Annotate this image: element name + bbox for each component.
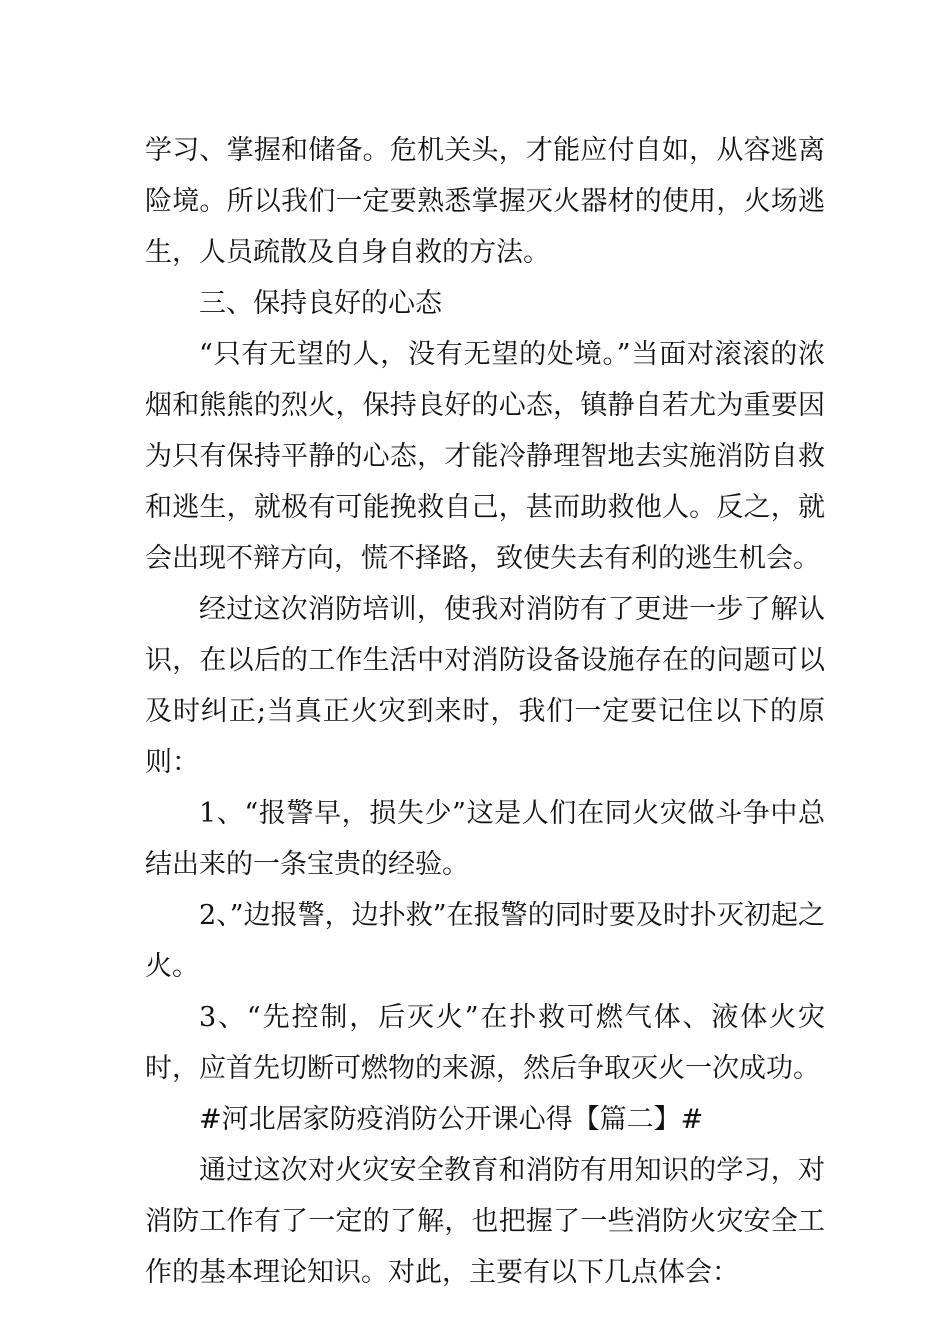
- paragraph-continuation: 学习、掌握和储备。危机关头，才能应付自如，从容逃离险境。所以我们一定要熟悉掌握灭火器材的使用，火场逃生，人员疏散及自身自救的方法。: [145, 135, 825, 268]
- paragraph-part-two-intro: 通过这次对火灾安全教育和消防有用知识的学习，对消防工作有了一定的了解，也把握了一些消防火灾安全工作的基本理论知识。对此，主要有以下几点体会：: [145, 1155, 825, 1288]
- document-body: [145, 125, 825, 1298]
- article-part-heading: #河北居家防疫消防公开课心得【篇二】#: [199, 1104, 704, 1135]
- paragraph-mindset: “只有无望的人，没有无望的处境。”当面对滚滚的浓烟和熊熊的烈火，保持良好的心态，镇静自若尤为重要因为只有保持平静的心态，才能冷静理智地去实施消防自救和逃生，就极有可能挽救自己，甚而助救他人。反之，就会出现不辩方向，慌不择路，致使失去有利的逃生机会。: [145, 339, 825, 574]
- list-item-principle-3: 3、“先控制，后灭火”在扑救可燃气体、液体火灾时，应首先切断可燃物的来源，然后争取灭火一次成功。: [145, 1002, 825, 1084]
- paragraph-training-summary: 经过这次消防培训，使我对消防有了更进一步了解认识，在以后的工作生活中对消防设备设施存在的问题可以及时纠正;当真正火灾到来时，我们一定要记住以下的原则：: [145, 594, 825, 778]
- section-heading-three: 三、保持良好的心态: [199, 288, 442, 319]
- list-item-principle-2: 2、”边报警，边扑救”在报警的同时要及时扑灭初起之火。: [145, 900, 825, 982]
- list-item-principle-1: 1、“报警早，损失少”这是人们在同火灾做斗争中总结出来的一条宝贵的经验。: [145, 798, 825, 880]
